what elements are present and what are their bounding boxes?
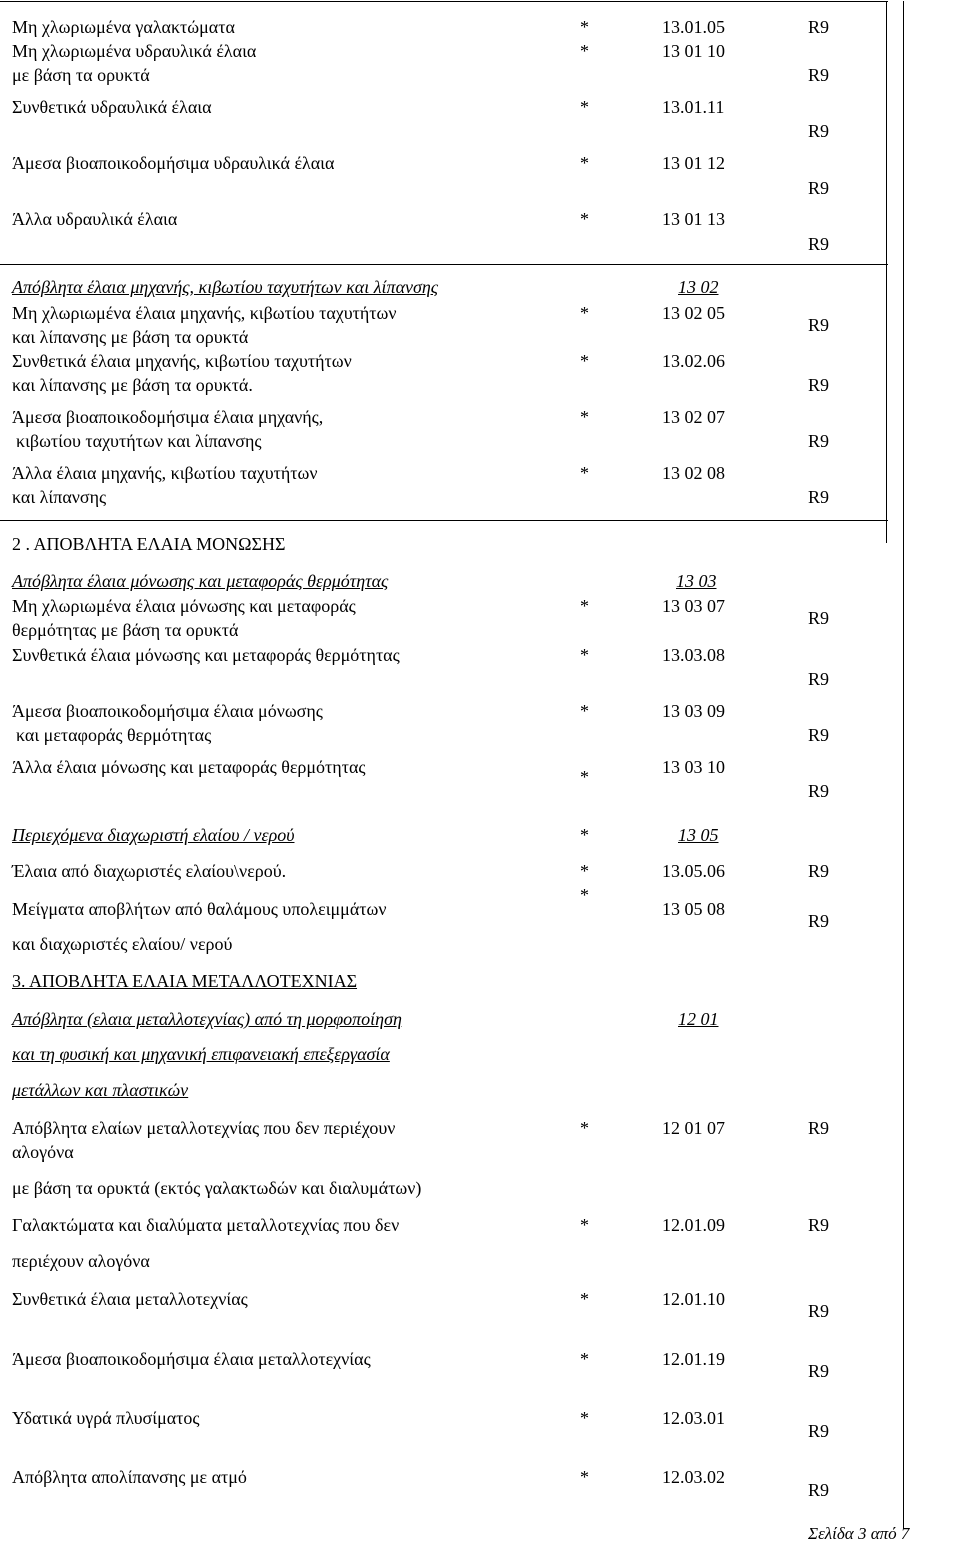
section-heading: 2 . ΑΠΟΒΛΗΤΑ ΕΛΑΙΑ ΜΟΝΩΣΗΣ	[12, 534, 286, 554]
row-star: *	[580, 825, 589, 845]
row-star: *	[580, 463, 589, 483]
row-desc: Γαλακτώματα και διαλύματα μεταλλοτεχνίας που δεν	[12, 1215, 400, 1235]
row-desc: Άμεσα βιοαποικοδομήσιμα υδραυλικά έλαια	[12, 153, 335, 173]
row-r-code: R9	[808, 315, 830, 335]
row-code: 13 03 07	[662, 596, 725, 616]
row-desc: Άλλα υδραυλικά έλαια	[12, 209, 178, 229]
row-star: *	[580, 645, 589, 665]
page-right-border	[903, 1, 904, 1529]
row-r-code: R9	[808, 1421, 830, 1441]
row-star: *	[580, 885, 589, 905]
table-right-border	[886, 1, 887, 543]
row-desc: Άλλα έλαια μηχανής, κιβωτίου ταχυτήτων	[12, 463, 318, 483]
category-code: 13 05	[678, 825, 719, 845]
row-star: *	[580, 1349, 589, 1369]
row-star: *	[580, 1467, 589, 1487]
row-desc-line2: αλογόνα	[12, 1142, 74, 1162]
row-desc: Άμεσα βιοαποικοδομήσιμα έλαια μηχανής,	[12, 407, 324, 427]
row-star: *	[580, 1289, 589, 1309]
row-desc-line2: κιβωτίου ταχυτήτων και λίπανσης	[16, 431, 262, 451]
row-desc: Μη χλωριωμένα έλαια μόνωσης και μεταφοράς	[12, 596, 356, 616]
row-r-code: R9	[808, 1361, 830, 1381]
row-desc: Άμεσα βιοαποικοδομήσιμα έλαια μόνωσης	[12, 701, 323, 721]
row-r-code: R9	[808, 725, 830, 745]
row-code: 13 02 07	[662, 407, 725, 427]
row-r-code: R9	[808, 375, 830, 395]
row-code: 12.01.09	[662, 1215, 725, 1235]
row-desc: Συνθετικά υδραυλικά έλαια	[12, 97, 212, 117]
row-code: 13 02 08	[662, 463, 725, 483]
row-r-code: R9	[808, 1480, 830, 1500]
row-code: 13 02 05	[662, 303, 725, 323]
row-desc-line2: και λίπανσης	[12, 487, 107, 507]
row-r-code: R9	[808, 608, 830, 628]
row-star: *	[580, 41, 589, 61]
row-desc-line2: και λίπανσης με βάση τα ορυκτά.	[12, 375, 253, 395]
row-star: *	[580, 153, 589, 173]
row-desc: Μη χλωριωμένα γαλακτώματα	[12, 17, 235, 37]
row-desc-line2: θερμότητας με βάση τα ορυκτά	[12, 620, 239, 640]
row-desc: Μη χλωριωμένα έλαια μηχανής, κιβωτίου ταχυτήτων	[12, 303, 397, 323]
row-r-code: R9	[808, 178, 830, 198]
row-star: *	[580, 407, 589, 427]
row-desc: Μη χλωριωμένα υδραυλικά έλαια	[12, 41, 257, 61]
row-desc-line3: με βάση τα ορυκτά (εκτός γαλακτωδών και διαλυμάτων)	[12, 1178, 422, 1198]
row-code: 12.03.02	[662, 1467, 725, 1487]
row-desc-line2: με βάση τα ορυκτά	[12, 65, 150, 85]
row-desc: Συνθετικά έλαια μόνωσης και μεταφοράς θερμότητας	[12, 645, 400, 665]
row-star: *	[580, 1408, 589, 1428]
category-heading: Απόβλητα (ελαια μεταλλοτεχνίας) από τη μορφοποίηση	[12, 1009, 402, 1029]
row-desc-line2: περιέχουν αλογόνα	[12, 1251, 150, 1271]
row-star: *	[580, 701, 589, 721]
row-code: 12.01.19	[662, 1349, 725, 1369]
row-desc: Άμεσα βιοαποικοδομήσιμα έλαια μεταλλοτεχνίας	[12, 1349, 371, 1369]
category-heading: Περιεχόμενα διαχωριστή ελαίου / νερού	[12, 825, 295, 845]
row-code: 13 01 10	[662, 41, 725, 61]
row-desc: Συνθετικά έλαια μεταλλοτεχνίας	[12, 1289, 248, 1309]
row-desc: Συνθετικά έλαια μηχανής, κιβωτίου ταχυτήτων	[12, 351, 352, 371]
row-r-code: R9	[808, 234, 830, 254]
row-star: *	[580, 1215, 589, 1235]
section-heading: 3. ΑΠΟΒΛΗΤΑ ΕΛΑΙΑ ΜΕΤΑΛΛΟΤΕΧΝΙΑΣ	[12, 971, 358, 991]
row-code: 12.01.10	[662, 1289, 725, 1309]
row-star: *	[580, 351, 589, 371]
category-code: 12 01	[678, 1009, 719, 1029]
row-desc-line2: και μεταφοράς θερμότητας	[16, 725, 212, 745]
row-code: 13 03 10	[662, 757, 725, 777]
row-desc-line2: και διαχωριστές ελαίου/ νερού	[12, 934, 233, 954]
row-r-code: R9	[808, 669, 830, 689]
row-star: *	[580, 17, 589, 37]
row-r-code: R9	[808, 1118, 830, 1138]
row-code: 13.05.06	[662, 861, 725, 881]
row-code: 12.03.01	[662, 1408, 725, 1428]
row-star: *	[580, 861, 589, 881]
row-r-code: R9	[808, 781, 830, 801]
category-code: 13 02	[678, 277, 719, 297]
section-divider	[0, 520, 888, 521]
row-code: 13.01.11	[662, 97, 725, 117]
row-r-code: R9	[808, 1301, 830, 1321]
row-r-code: R9	[808, 911, 830, 931]
row-star: *	[580, 209, 589, 229]
row-star: *	[580, 97, 589, 117]
row-desc: Μείγματα αποβλήτων από θαλάμους υπολειμμάτων	[12, 899, 387, 919]
row-star: *	[580, 767, 589, 787]
row-code: 13 01 12	[662, 153, 725, 173]
row-desc: Έλαια από διαχωριστές ελαίου\νερού.	[12, 861, 287, 881]
row-code: 12 01 07	[662, 1118, 725, 1138]
row-code: 13 05 08	[662, 899, 725, 919]
row-code: 13.01.05	[662, 17, 725, 37]
page-number-footer: Σελίδα 3 από 7	[808, 1524, 910, 1543]
row-desc: Υδατικά υγρά πλυσίματος	[12, 1408, 200, 1428]
row-r-code: R9	[808, 1215, 830, 1235]
row-r-code: R9	[808, 861, 830, 881]
section-divider	[0, 264, 888, 265]
row-code: 13 03 09	[662, 701, 725, 721]
category-code: 13 03	[676, 571, 717, 591]
row-star: *	[580, 1118, 589, 1138]
row-r-code: R9	[808, 431, 830, 451]
row-desc: Απόβλητα ελαίων μεταλλοτεχνίας που δεν περιέχουν	[12, 1118, 396, 1138]
row-r-code: R9	[808, 65, 830, 85]
row-code: 13.02.06	[662, 351, 725, 371]
row-star: *	[580, 596, 589, 616]
row-r-code: R9	[808, 487, 830, 507]
row-r-code: R9	[808, 17, 830, 37]
category-heading: Απόβλητα έλαια μηχανής, κιβωτίου ταχυτήτων και λίπανσης	[12, 277, 439, 297]
table-top-border	[0, 1, 888, 2]
category-heading-line3: μετάλλων και πλαστικών	[12, 1080, 189, 1100]
category-heading: Απόβλητα έλαια μόνωσης και μεταφοράς θερμότητας	[12, 571, 389, 591]
row-desc: Απόβλητα απολίπανσης με ατμό	[12, 1467, 247, 1487]
row-desc-line2: και λίπανσης με βάση τα ορυκτά	[12, 327, 249, 347]
row-code: 13 01 13	[662, 209, 725, 229]
row-desc: Άλλα έλαια μόνωσης και μεταφοράς θερμότητας	[12, 757, 366, 777]
category-heading-line2: και τη φυσική και μηχανική επιφανειακή επεξεργασία	[12, 1044, 390, 1064]
row-star: *	[580, 303, 589, 323]
row-r-code: R9	[808, 121, 830, 141]
row-code: 13.03.08	[662, 645, 725, 665]
